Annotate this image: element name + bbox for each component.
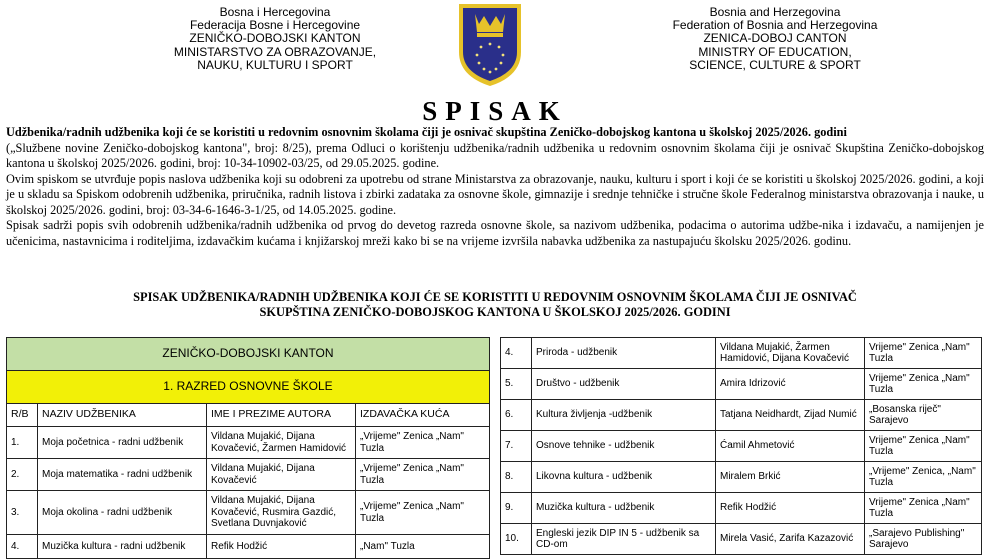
book-authors: Refik Hodžić [207,535,356,559]
book-authors: Miralem Brkić [716,462,865,493]
table-row [7,535,490,559]
header-left-line: Federacija Bosne i Hercegovine [189,18,361,33]
header-right-line: SCIENCE, CULTURE & SPORT [689,57,861,72]
book-publisher: „Nam" Tuzla [356,535,490,559]
header-left [125,6,425,72]
list-subtitle [0,290,990,320]
table-row [7,459,490,491]
header-left-line: NAUKU, KULTURU I SPORT [197,57,353,72]
book-publisher: Vrijeme" Zenica „Nam" Tuzla [865,369,982,400]
row-number: 7. [501,431,532,462]
book-title: Društvo - udžbenik [532,369,716,400]
header-right-line: Bosnia and Herzegovina [709,5,841,19]
subtitle-line: SKUPŠTINA ZENIČKO-DOBOJSKOG KANTONA U ŠKOLSKOJ 2025/2026. GODINI [259,305,731,319]
intro-text [6,125,984,249]
book-publisher: „Vrijeme" Zenica, „Nam" Tuzla [865,462,982,493]
row-number: 6. [501,400,532,431]
book-title: Osnove tehnike - udžbenik [532,431,716,462]
header-left-line: MINISTARSTVO ZA OBRAZOVANJE, [173,44,377,59]
column-header: R/B [7,404,38,427]
book-title: Likovna kultura - udžbenik [532,462,716,493]
book-authors: Vildana Mujakić, Žarmen Hamidović, Dijana Kovačević [716,338,865,369]
book-authors: Vildana Mujakić, Dijana Kovačević, Rusmira Gazdić, Svetlana Duvnjaković [207,491,356,535]
book-authors: Amira Idrizović [716,369,865,400]
header-left-line: Bosna i Hercegovina [219,5,331,19]
book-publisher: „Vrijeme" Zenica „Nam" Tuzla [356,459,490,491]
book-title: Engleski jezik DIP IN 5 - udžbenik sa CD-om [532,524,716,555]
header-right [625,6,925,72]
book-publisher: „Sarajevo Publishing" Sarajevo [865,524,982,555]
grade-heading: 1. RAZRED OSNOVNE ŠKOLE [7,371,490,404]
textbook-table-right [500,337,982,555]
header-right-line: Federation of Bosnia and Herzegovina [672,18,878,33]
table-row [501,462,982,493]
table-row [501,524,982,555]
canton-heading: ZENIČKO-DOBOJSKI KANTON [7,338,490,371]
book-title: Moja matematika - radni udžbenik [38,459,207,491]
book-authors: Tatjana Neidhardt, Zijad Numić [716,400,865,431]
row-number: 5. [501,369,532,400]
header-right-line: ZENICA-DOBOJ CANTON [703,31,847,46]
row-number: 2. [7,459,38,491]
book-title: Muzička kultura - udžbenik [532,493,716,524]
row-number: 9. [501,493,532,524]
column-header: IZDAVAČKA KUĆA [356,404,490,427]
book-authors: Refik Hodžić [716,493,865,524]
row-number: 3. [7,491,38,535]
header-left-line: ZENIČKO-DOBOJSKI KANTON [189,31,361,46]
column-header: NAZIV UDŽBENIKA [38,404,207,427]
book-title: Moja početnica - radni udžbenik [38,427,207,459]
column-header: IME I PREZIME AUTORA [207,404,356,427]
book-authors: Ćamil Ahmetović [716,431,865,462]
book-publisher: Vrijeme" Zenica „Nam" Tuzla [865,431,982,462]
document-title: SPISAK [422,96,568,126]
table-row [7,427,490,459]
header-right-line: MINISTRY OF EDUCATION, [698,44,852,59]
table-row [501,431,982,462]
book-authors: Mirela Vasić, Zarifa Kazazović [716,524,865,555]
table-row [501,400,982,431]
book-title: Kultura življenja -udžbenik [532,400,716,431]
textbook-table-left [6,337,490,559]
row-number: 4. [501,338,532,369]
book-publisher: „Vrijeme" Zenica „Nam" Tuzla [356,491,490,535]
book-title: Moja okolina - radni udžbenik [38,491,207,535]
intro-paragraph: Spisak sadrži popis svih odobrenih udžbenika/radnih udžbenika od prvog do devetog razreda osnovne škole, sa nazivom udžbenika, podacima o autorima udžbe-nika i izdavaču, a namijenjen je učenicima, nastavnicima i roditeljima, izdavačkim kućama i knjižarskoj mreži kako bi se na vrijeme izvršila nabavka udžbenika za nastupajuću školsku 2025/2026. godinu. [6,218,984,248]
book-publisher: Vrijeme" Zenica „Nam" Tuzla [865,493,982,524]
row-number: 8. [501,462,532,493]
table-row [7,491,490,535]
row-number: 1. [7,427,38,459]
table-row [501,369,982,400]
book-authors: Vildana Mujakić, Dijana Kovačević [207,459,356,491]
intro-bold-line: Udžbenika/radnih udžbenika koji će se koristiti u redovnim osnovnim školama čiji je osnivač skupština Zeničko-dobojskog kantona u školskoj 2025/2026. godini [6,125,847,139]
subtitle-line: SPISAK UDŽBENIKA/RADNIH UDŽBENIKA KOJI ĆE SE KORISTITI U REDOVNIM OSNOVNIM ŠKOLAMA ČIJI JE OSNIVAČ [133,290,857,304]
book-publisher: „Vrijeme" Zenica „Nam" Tuzla [356,427,490,459]
book-publisher: „Bosanska riječ" Sarajevo [865,400,982,431]
row-number: 10. [501,524,532,555]
intro-paragraph: Ovim spiskom se utvrđuje popis naslova udžbenika koji su odobreni za upotrebu od strane Ministarstva za obrazovanje, nauku, kulturu i sport i koji će se koristiti u školskoj 2025/2026. godini, a koji je u skladu sa Spiskom odobrenih udžbenika, priručnika, radnih listova i zbirki zadataka za osnovne škole, gimnazije i srednje tehničke i stručne škole Federalnog ministarstva obrazovanja i nauke, u školskoj 2025/2026. godini, broj: 03-34-6-1646-3-1/25, od 14.05.2025. godine. [6,171,984,217]
book-authors: Vildana Mujakić, Dijana Kovačević, Žarmen Hamidović [207,427,356,459]
book-publisher: Vrijeme" Zenica „Nam" Tuzla [865,338,982,369]
book-title: Muzička kultura - radni udžbenik [38,535,207,559]
book-title: Priroda - udžbenik [532,338,716,369]
coat-of-arms-icon [455,0,525,88]
table-row [501,338,982,369]
intro-paragraph: („Službene novine Zeničko-dobojskog kantona", broj: 8/25), prema Odluci o korištenju udžbenika/radnih udžbenika u redovnim osnovnim školama čiji je osnivač Skupština Zeničko-dobojskog kantona u školskoj 2025/2026. godini, broj: 10-34-10902-03/25, od 29.05.2025. godine. [6,140,984,170]
table-row [501,493,982,524]
table-header-row [7,404,490,427]
row-number: 4. [7,535,38,559]
